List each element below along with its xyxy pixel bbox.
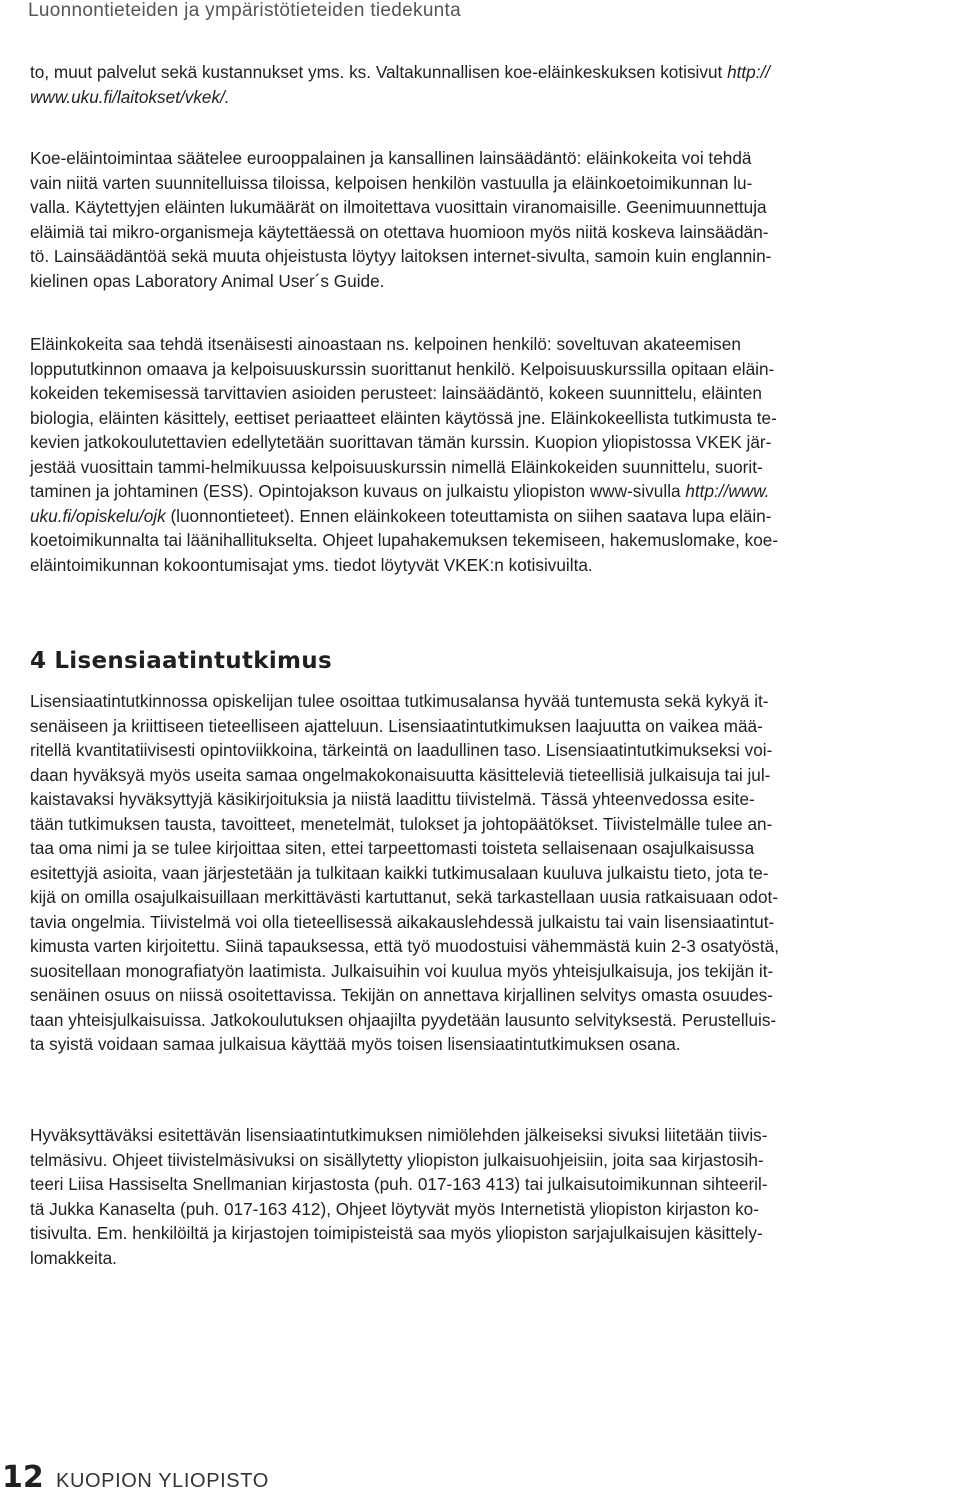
text-line: kielinen opas Laboratory Animal User´s Guide. — [30, 270, 385, 291]
text-line: biologia, eläinten käsittely, eettiset periaatteet eläinten käytössä jne. Eläinkokeellista tutkimusta te- — [30, 407, 777, 428]
text-line: tä Jukka Kanaselta (puh. 017-163 412), Ohjeet löytyvät myös Internetistä yliopiston kirjaston ko- — [30, 1198, 759, 1219]
text-line: senäiseen ja kriittiseen tieteelliseen ajatteluun. Lisensiaatintutkimuksen laajuutta on vaikea mää- — [30, 715, 763, 736]
text-line: vain niitä varten suunnitelluissa tiloissa, kelpoisen henkilön vastuulla ja eläinkoetoimikunnan lu- — [30, 172, 753, 193]
text-line: taa oma nimi ja se tulee kirjoittaa siten, ettei tarpeettomasti toisteta sellaisenaan osajulkaisussa — [30, 838, 755, 858]
ojk-link-cont[interactable]: uku.fi/opiskelu/ojk — [30, 505, 166, 526]
paragraph-qualified-person — [30, 332, 935, 577]
text-segment: (luonnontieteet). Ennen eläinkokeen toteuttamista on siihen saatava lupa eläin- — [165, 505, 772, 526]
text-line: kimusta varten kirjoitettu. Siinä tapauksessa, että työ muodostuisi vähemmästä kuin 2-3 osatyöstä, — [30, 936, 779, 956]
section-heading — [30, 648, 332, 674]
text-segment: to, muut palvelut sekä kustannukset yms. ks. Valtakunnallisen koe-eläinkeskuksen kotisivut — [30, 62, 728, 82]
text-line: tavia ongelmia. Tiivistelmä voi olla tieteellisessä aikakauslehdessä julkaistu tai vain lisensiaatintut- — [30, 911, 775, 932]
paragraph-vkek-services — [30, 60, 935, 109]
text-line: koetoimikunnalta tai läänihallitukselta. Ohjeet lupahakemuksen tekemiseen, hakemuslomake, koe- — [30, 530, 779, 550]
text-line — [30, 479, 935, 504]
text-line: ritellä kvantitatiivisesti opintoviikkoina, tärkeintä on laadullinen taso. Lisensiaatintutkimukseksi voi- — [30, 740, 773, 760]
vkek-link[interactable]: http:// — [727, 62, 771, 82]
page-number: 12 — [2, 1460, 44, 1495]
text-line: valla. Käytettyjen eläinten lukumäärät on ilmoitettava vuosittain viranomaisille. Geenimuunnettuja — [30, 197, 767, 217]
text-line: Koe-eläintoimintaa säätelee eurooppalainen ja kansallinen lainsäädäntö: eläinkokeita voi tehdä — [30, 148, 752, 168]
text-line: tisivulta. Em. henkilöiltä ja kirjastojen toimipisteistä saa myös yliopiston sarjajulkaisujen käsittely- — [30, 1223, 763, 1243]
text-line: loppututkinnon omaava ja kelpoisuuskurssin suorittanut henkilö. Kelpoisuuskurssilla opitaan eläin- — [30, 358, 775, 379]
text-line — [30, 85, 935, 110]
text-line: daan hyväksyä myös useita samaa ongelmakokonaisuutta käsitteleviä tieteellisiä julkaisuja tai jul- — [30, 764, 771, 785]
text-line: kaistavaksi hyväksyttyjä käsikirjoituksia ja niistä laadittu tiivistelmä. Tässä yhteenvedossa esite- — [30, 789, 755, 809]
text-line: Hyväksyttäväksi esitettävän lisensiaatintutkimuksen nimiölehden jälkeiseksi sivuksi liitetään tiivis- — [30, 1125, 768, 1145]
text-line: senäinen osuus on niissä osoitettavissa. Tekijän on annettava kirjallinen selvitys omasta osuudes- — [30, 985, 773, 1005]
text-segment: taminen ja johtaminen (ESS). Opintojakson kuvaus on julkaistu yliopiston www-sivulla — [30, 481, 686, 501]
text-line — [30, 504, 935, 529]
text-line: tään tutkimuksen tausta, tavoitteet, menetelmät, tulokset ja johtopäätökset. Tiivistelmälle tulee an- — [30, 813, 773, 834]
text-line: esitettyjä asioita, vaan järjestetään ja tulkitaan kaikki tutkimusalaan kuuluva julkaistu tieto, jota te- — [30, 862, 769, 883]
text-line: teeri Liisa Hassiselta Snellmanian kirjastosta (puh. 017-163 413) tai julkaisutoimikunnan sihteeril- — [30, 1174, 768, 1194]
text-line: lomakkeita. — [30, 1247, 117, 1268]
paragraph-legislation — [30, 146, 935, 293]
text-line: suositellaan monografiatyön laatimista. Julkaisuihin voi kuulua myös yhteisjulkaisuja, jos tekijän it- — [30, 960, 774, 981]
text-line: telmäsivu. Ohjeet tiivistelmäsivuksi on sisällytetty yliopiston julkaisuohjeisiin, joita saa kirjastosih- — [30, 1149, 764, 1170]
running-header: Luonnontieteiden ja ympäristötieteiden tiedekunta — [28, 0, 461, 21]
paragraph-licentiate — [30, 689, 935, 1057]
text-line: kijä on omilla osajulkaisuillaan merkittävästi kartuttanut, sekä tarkastellaan uusia ratkaisuaan odot- — [30, 887, 779, 907]
text-line: tö. Lainsäädäntöä sekä muuta ohjeistusta löytyy laitoksen internet-sivulta, samoin kuin englannin- — [30, 246, 772, 266]
text-line: taan yhteisjulkaisuissa. Jatkokoulutuksen ohjaajilta pyydetään lausunto selvityksestä. Perustelluis- — [30, 1009, 777, 1030]
text-line: Eläinkokeita saa tehdä itsenäisesti ainoastaan ns. kelpoinen henkilö: soveltuvan akateemisen — [30, 334, 741, 354]
ojk-link[interactable]: http://www. — [685, 481, 770, 501]
text-line: eläimiä tai mikro-organismeja käytettäessä on otettava huomioon myös niitä koskeva lainsäädän- — [30, 221, 769, 242]
text-line: kevien jatkokoulutettavien edellytetään suorittavan tämän kurssin. Kuopion yliopistossa VKEK jär- — [30, 432, 772, 452]
paragraph-abstract-page — [30, 1123, 935, 1270]
text-line: ta syistä voidaan samaa julkaisua käyttää myös toisen lisensiaatintutkimuksen osana. — [30, 1034, 681, 1054]
text-line: kokeiden tekemisessä tarvittavien asioiden perusteet: lainsäädäntö, kokeen suunnittelu, eläinten — [30, 383, 762, 403]
text-line — [30, 60, 935, 85]
publisher-name: KUOPION YLIOPISTO — [56, 1470, 269, 1492]
text-line: eläintoimikunnan kokoontumisajat yms. tiedot löytyvät VKEK:n kotisivuilta. — [30, 554, 593, 575]
vkek-link-cont[interactable]: www.uku.fi/laitokset/vkek/. — [30, 86, 230, 107]
section-title: Lisensiaatintutkimus — [54, 648, 332, 674]
text-line: jestää vuosittain tammi-helmikuussa kelpoisuuskurssin nimellä Eläinkokeiden suunnittelu, suorit- — [30, 456, 763, 477]
section-number: 4 — [30, 648, 47, 674]
text-line: Lisensiaatintutkinnossa opiskelijan tulee osoittaa tutkimusalansa hyvää tuntemusta sekä kykyä it- — [30, 691, 769, 711]
